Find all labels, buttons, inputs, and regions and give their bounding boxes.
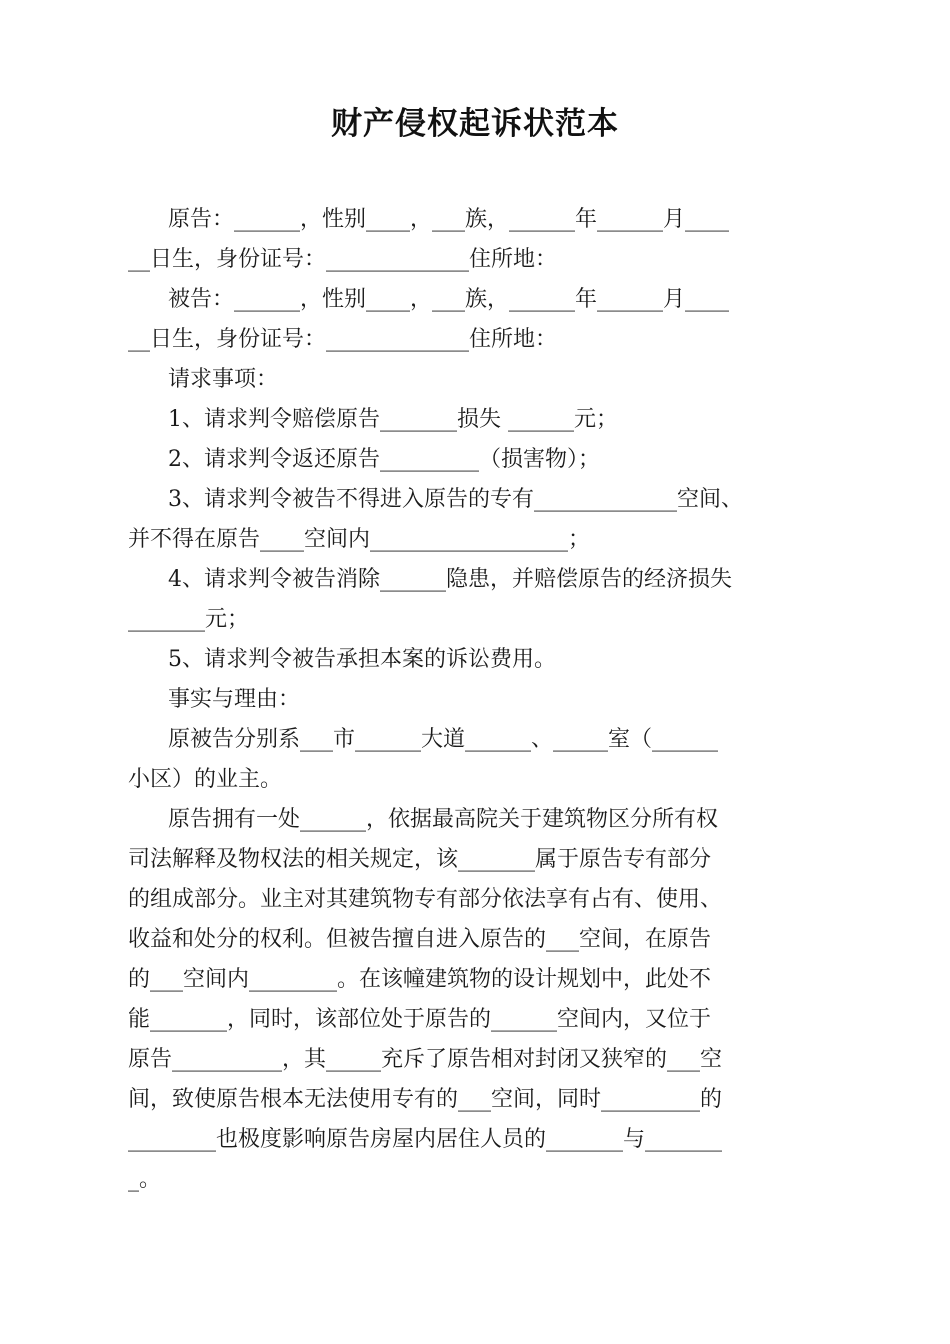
facts-para-2-line-6: 能_______，同时，该部位处于原告的______空间内，又位于 xyxy=(128,1007,712,1032)
plaintiff-line-2: __日生，身份证号：_____________住所地： xyxy=(128,247,558,272)
facts-para-1-line-2: 小区）的业主。 xyxy=(128,767,283,792)
claims-heading: 请求事项： xyxy=(168,367,279,392)
facts-para-2-line-4: 收益和处分的权利。但被告擅自进入原告的___空间，在原告 xyxy=(128,927,712,952)
facts-para-2-line-2: 司法解释及物权法的相关规定，该_______属于原告专有部分 xyxy=(128,847,712,872)
claim-2: 2、请求判令返还原告_________（损害物）； xyxy=(168,447,600,472)
claim-3-line-1: 3、请求判令被告不得进入原告的专有_____________空间、 xyxy=(168,487,743,512)
facts-para-2-line-7: 原告__________，其_____充斥了原告相对封闭又狭窄的___空 xyxy=(128,1047,723,1072)
document-title: 财产侵权起诉状范本 xyxy=(331,106,619,142)
claim-5: 5、请求判令被告承担本案的诉讼费用。 xyxy=(168,647,556,672)
claim-3-line-2: 并不得在原告____空间内__________________； xyxy=(128,527,591,552)
facts-heading: 事实与理由： xyxy=(168,687,301,712)
claim-1: 1、请求判令赔偿原告_______损失 ______元； xyxy=(168,407,618,432)
claim-4-line-1: 4、请求判令被告消除______隐患，并赔偿原告的经济损失 xyxy=(168,567,732,592)
facts-para-2-line-9: ________也极度影响原告房屋内居住人员的_______与_______ xyxy=(128,1127,723,1152)
facts-para-2-line-5: 的___空间内________。在该幢建筑物的设计规划中，此处不 xyxy=(128,967,712,992)
facts-para-1-line-1: 原被告分别系___市______大道______、_____室（______ xyxy=(168,727,719,752)
document-body xyxy=(128,200,828,1200)
plaintiff-line-1: 原告：______，性别____，___族，______年______月____ xyxy=(168,207,730,232)
defendant-line-2: __日生，身份证号：_____________住所地： xyxy=(128,327,558,352)
claim-4-line-2: _______元； xyxy=(128,607,250,632)
facts-para-2-line-1: 原告拥有一处______，依据最高院关于建筑物区分所有权 xyxy=(168,807,719,832)
facts-para-2-line-3: 的组成部分。业主对其建筑物专有部分依法享有占有、使用、 xyxy=(128,887,723,912)
facts-para-2-line-8: 间，致使原告根本无法使用专有的___空间，同时_________的 xyxy=(128,1087,723,1112)
defendant-line-1: 被告：______，性别____，___族，______年______月____ xyxy=(168,287,730,312)
facts-para-2-line-10: _。 xyxy=(128,1167,162,1192)
